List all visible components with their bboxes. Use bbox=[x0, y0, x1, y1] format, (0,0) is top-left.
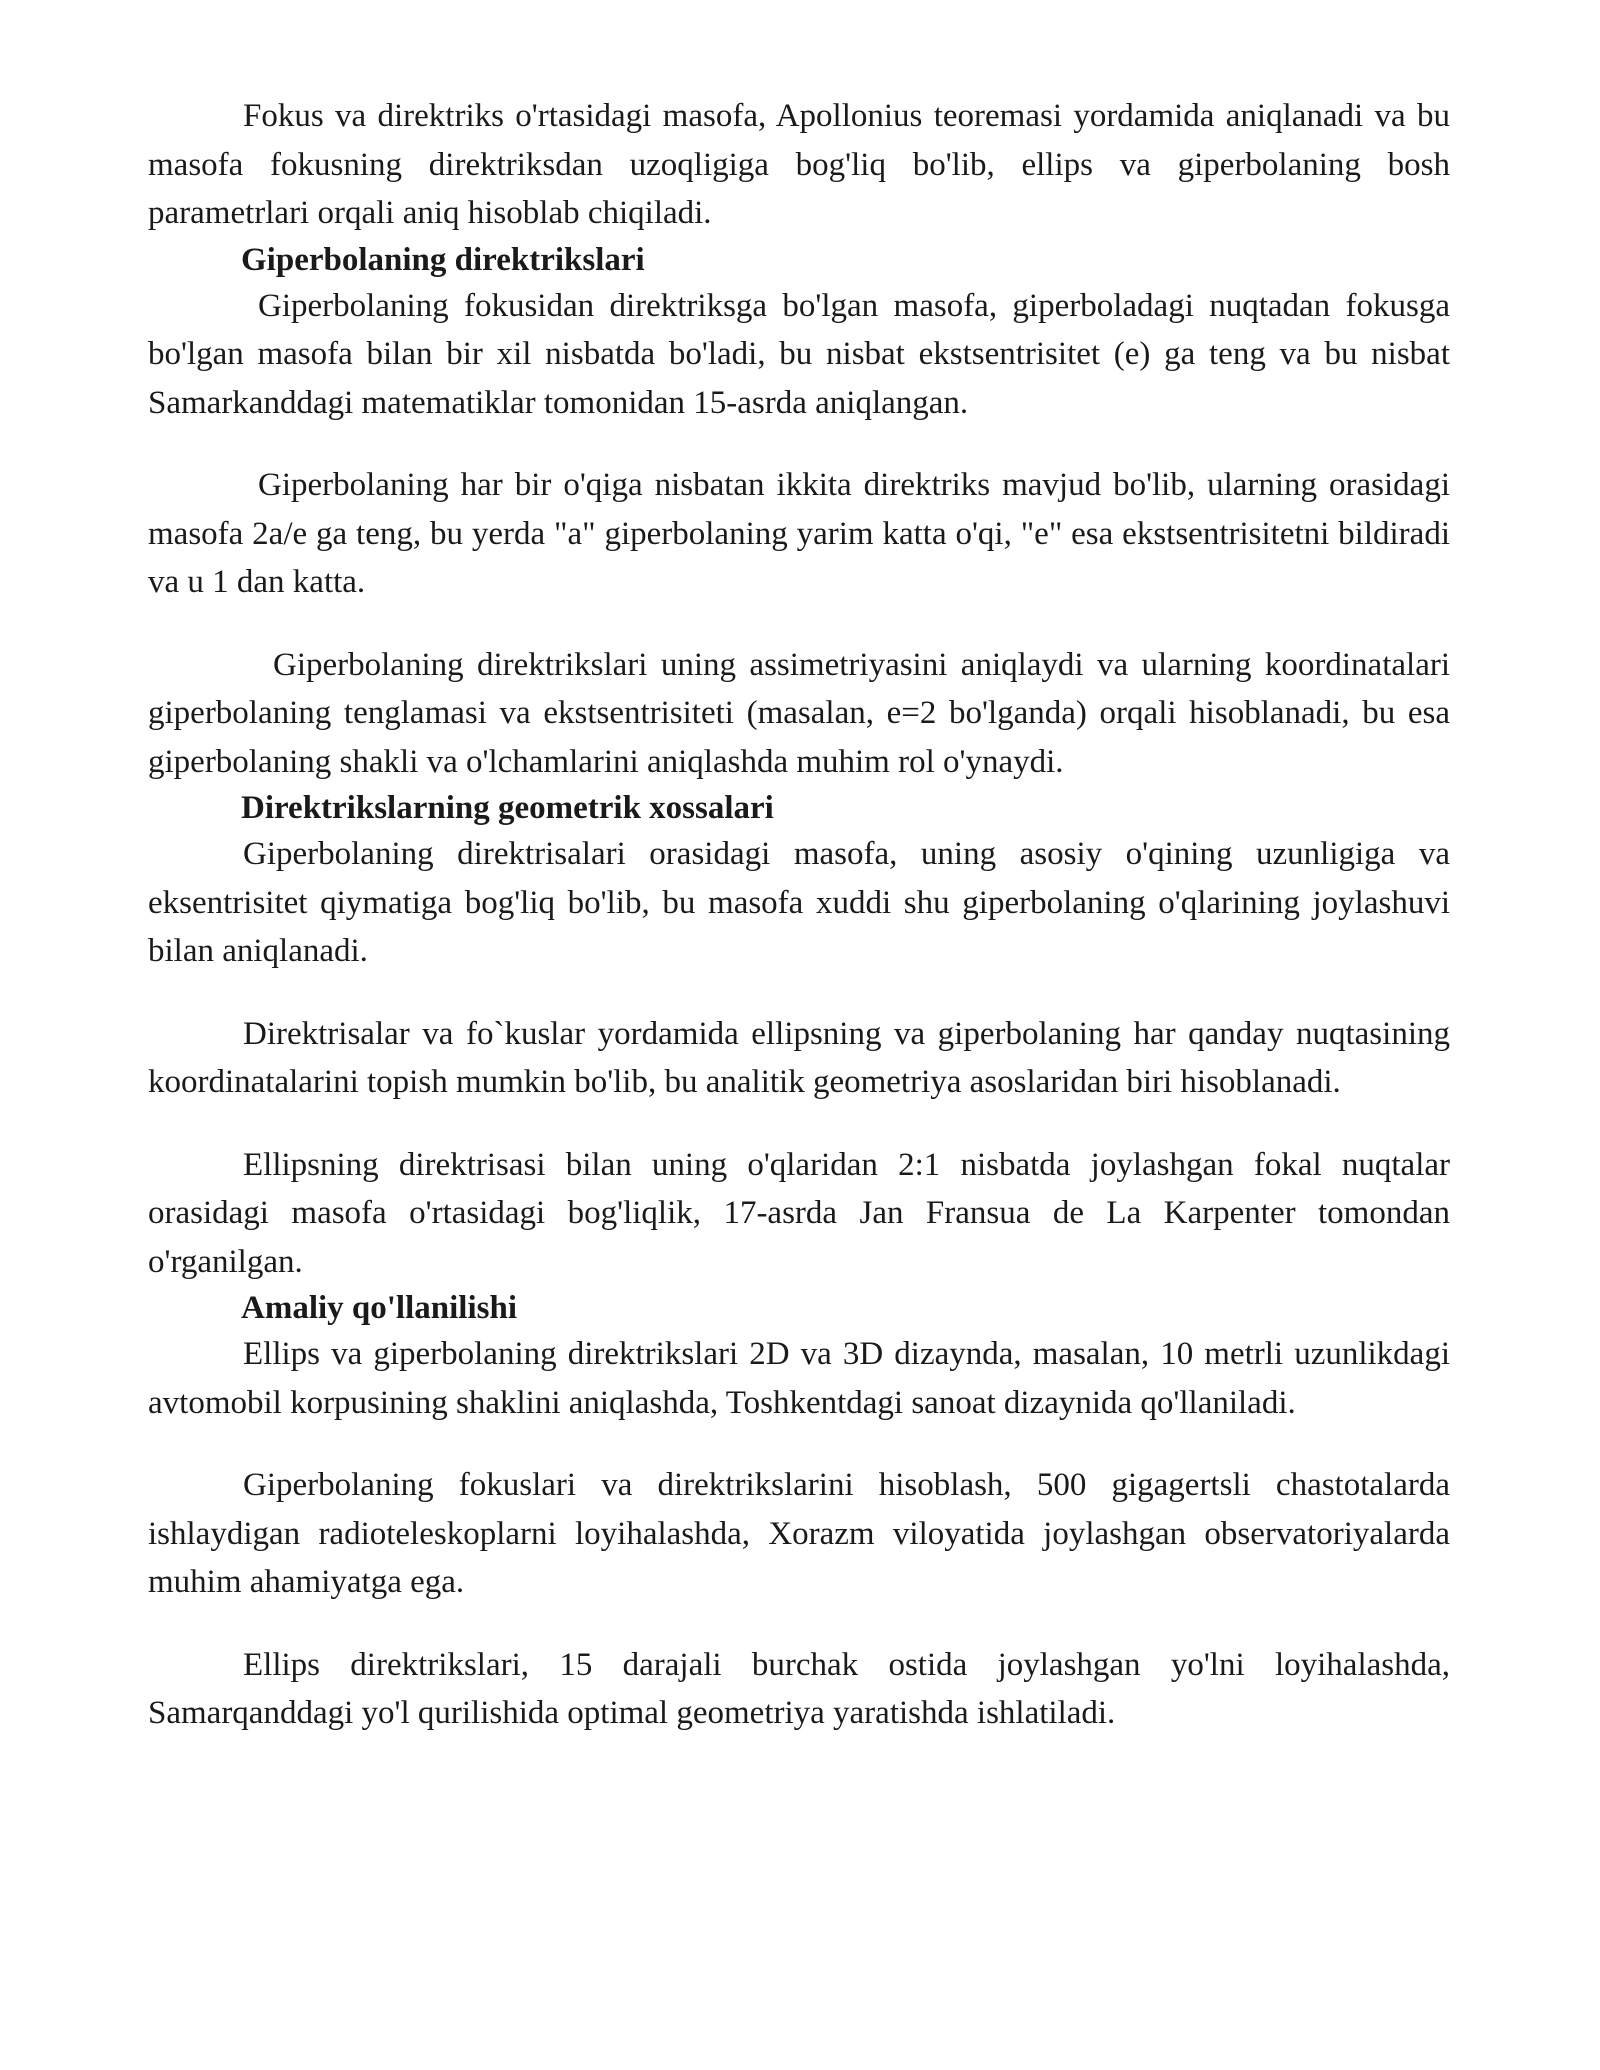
paragraph-hyperbola-focus-ratio: Giperbolaning fokusidan direktriksga bo'lgan masofa, giperboladagi nuqtadan fokusga bo'lgan masofa bilan bir xil nisbatda bo'ladi, bu nisbat ekstsentrisitet (e) ga teng va bu nisbat Samarkanddagi matematiklar tomonidan 15-asrda aniqlangan. bbox=[148, 287, 1450, 421]
document-page bbox=[148, 92, 1450, 1738]
paragraph-radiotelescopes: Giperbolaning fokuslari va direktrikslarini hisoblash, 500 gigagertsli chastotalarda ishlaydigan radioteleskoplarni loyihalashda, Xorazm viloyatida joylashgan observatoriyalarda muhim ahamiyatga ega. bbox=[148, 1467, 1450, 1600]
paragraph-design-application: Ellips va giperbolaning direktrikslari 2D va 3D dizaynda, masalan, 10 metrli uzunlikdagi avtomobil korpusining shaklini aniqlashda, Toshkentdagi sanoat dizaynida qo'llaniladi. bbox=[148, 1336, 1450, 1421]
paragraph-hyperbola-asymmetry: Giperbolaning direktrikslari uning assimetriyasini aniqlaydi va ularning koordinatalari giperbolaning tenglamasi va ekstsentrisiteti (masalan, e=2 bo'lganda) orqali hisoblanadi, bu esa giperbolaning shakli va o'lchamlarini aniqlashda muhim rol o'ynaydi. bbox=[148, 646, 1450, 780]
heading-practical-application: Amaliy qo'llanilishi bbox=[241, 1290, 517, 1326]
paragraph-coordinates: Direktrisalar va fo`kuslar yordamida ellipsning va giperbolaning har qanday nuqtasining koordinatalarini topish mumkin bo'lib, bu analitik geometriya asoslaridan biri hisoblanadi. bbox=[148, 1015, 1450, 1100]
paragraph-ellipse-directrix: Ellipsning direktrisasi bilan uning o'qlaridan 2:1 nisbatda joylashgan fokal nuqtalar orasidagi masofa o'rtasidagi bog'liqlik, 17-asrda Jan Fransua de La Karpenter tomondan o'rganilgan. bbox=[148, 1146, 1450, 1280]
heading-geometric-properties: Direktrikslarning geometrik xossalari bbox=[241, 790, 774, 826]
paragraph-focus-directrix: Fokus va direktriks o'rtasidagi masofa, Apollonius teoremasi yordamida aniqlanadi va bu masofa fokusning direktriksdan uzoqligiga bog'liq bo'lib, ellips va giperbolaning bosh parametrlari orqali aniq hisoblab chiqiladi. bbox=[148, 98, 1450, 231]
paragraph-directrix-distance: Giperbolaning direktrisalari orasidagi masofa, uning asosiy o'qining uzunligiga va eksentrisitet qiymatiga bog'liq bo'lib, bu masofa xuddi shu giperbolaning o'qlarining joylashuvi bilan aniqlanadi. bbox=[148, 836, 1450, 969]
paragraph-hyperbola-two-directrices: Giperbolaning har bir o'qiga nisbatan ikkita direktriks mavjud bo'lib, ularning orasidagi masofa 2a/e ga teng, bu yerda "a" giperbolaning yarim katta o'qi, "e" esa ekstsentrisitetni bildiradi va u 1 dan katta. bbox=[148, 467, 1450, 600]
paragraph-road-design: Ellips direktrikslari, 15 darajali burchak ostida joylashgan yo'lni loyihalashda, Samarqanddagi yo'l qurilishida optimal geometriya yaratishda ishlatiladi. bbox=[148, 1646, 1450, 1731]
heading-hyperbola-directrices: Giperbolaning direktrikslari bbox=[241, 241, 645, 278]
